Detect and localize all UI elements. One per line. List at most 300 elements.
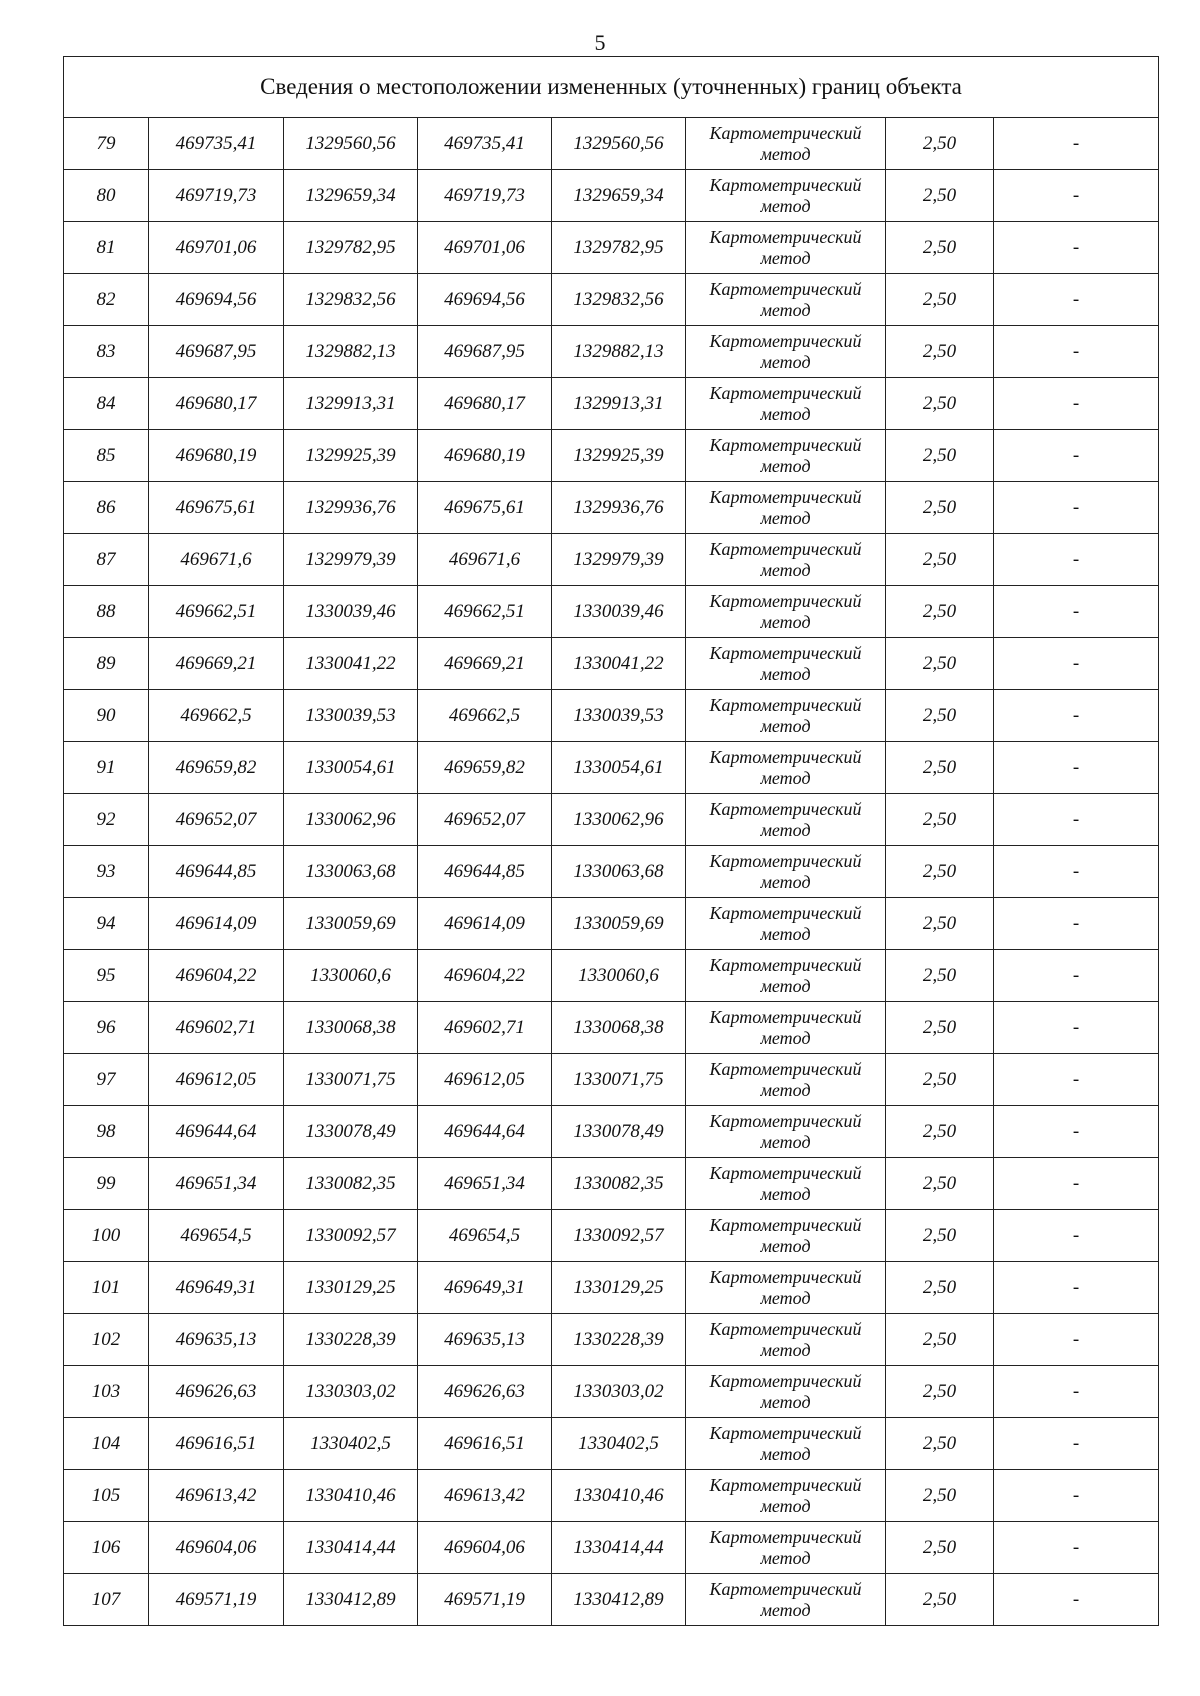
- method-line-2: метод: [760, 507, 811, 528]
- point-number-cell: 79: [64, 118, 149, 170]
- method-line-2: метод: [760, 1443, 811, 1464]
- method-cell: [686, 690, 886, 742]
- point-number-cell: 98: [64, 1106, 149, 1158]
- method-line-1: Картометрический: [709, 226, 862, 247]
- table-row: [64, 482, 1159, 534]
- method-cell: [686, 1262, 886, 1314]
- table-row: [64, 1574, 1159, 1626]
- x-refined-cell: 469613,42: [418, 1470, 552, 1522]
- table-row: [64, 1106, 1159, 1158]
- accuracy-cell: 2,50: [886, 222, 994, 274]
- method-line-1: Картометрический: [709, 1006, 862, 1027]
- accuracy-cell: 2,50: [886, 1002, 994, 1054]
- method-cell: [686, 1158, 886, 1210]
- y-refined-cell: 1330092,57: [552, 1210, 686, 1262]
- description-cell: -: [994, 378, 1159, 430]
- description-cell: -: [994, 170, 1159, 222]
- x-existing-cell: 469612,05: [149, 1054, 284, 1106]
- table-body: [64, 118, 1159, 1626]
- description-cell: -: [994, 1574, 1159, 1626]
- method-line-1: Картометрический: [709, 798, 862, 819]
- x-refined-cell: 469719,73: [418, 170, 552, 222]
- description-cell: -: [994, 222, 1159, 274]
- y-refined-cell: 1330063,68: [552, 846, 686, 898]
- description-cell: -: [994, 950, 1159, 1002]
- x-existing-cell: 469604,06: [149, 1522, 284, 1574]
- x-existing-cell: 469662,51: [149, 586, 284, 638]
- description-cell: -: [994, 534, 1159, 586]
- method-line-1: Картометрический: [709, 642, 862, 663]
- y-existing-cell: 1330060,6: [284, 950, 418, 1002]
- method-line-2: метод: [760, 975, 811, 996]
- page-number: 5: [594, 30, 606, 55]
- table-row: [64, 430, 1159, 482]
- y-refined-cell: 1330078,49: [552, 1106, 686, 1158]
- method-line-2: метод: [760, 1495, 811, 1516]
- y-refined-cell: 1329925,39: [552, 430, 686, 482]
- table-row: [64, 118, 1159, 170]
- y-existing-cell: 1329882,13: [284, 326, 418, 378]
- method-cell: [686, 846, 886, 898]
- accuracy-cell: 2,50: [886, 482, 994, 534]
- method-cell: [686, 326, 886, 378]
- method-line-1: Картометрический: [709, 902, 862, 923]
- x-existing-cell: 469687,95: [149, 326, 284, 378]
- y-existing-cell: 1329782,95: [284, 222, 418, 274]
- method-line-1: Картометрический: [709, 538, 862, 559]
- y-refined-cell: 1329936,76: [552, 482, 686, 534]
- method-line-1: Картометрический: [709, 1422, 862, 1443]
- description-cell: -: [994, 274, 1159, 326]
- accuracy-cell: 2,50: [886, 430, 994, 482]
- table-row: [64, 1002, 1159, 1054]
- accuracy-cell: 2,50: [886, 638, 994, 690]
- x-existing-cell: 469694,56: [149, 274, 284, 326]
- y-refined-cell: 1330082,35: [552, 1158, 686, 1210]
- method-line-2: метод: [760, 1599, 811, 1620]
- method-line-2: метод: [760, 143, 811, 164]
- method-line-2: метод: [760, 871, 811, 892]
- accuracy-cell: 2,50: [886, 742, 994, 794]
- method-line-1: Картометрический: [709, 1214, 862, 1235]
- method-line-1: Картометрический: [709, 850, 862, 871]
- table-row: [64, 846, 1159, 898]
- x-refined-cell: 469644,64: [418, 1106, 552, 1158]
- y-existing-cell: 1330054,61: [284, 742, 418, 794]
- y-existing-cell: 1330092,57: [284, 1210, 418, 1262]
- method-cell: [686, 274, 886, 326]
- x-existing-cell: 469616,51: [149, 1418, 284, 1470]
- accuracy-cell: 2,50: [886, 950, 994, 1002]
- x-existing-cell: 469635,13: [149, 1314, 284, 1366]
- y-refined-cell: 1330060,6: [552, 950, 686, 1002]
- y-existing-cell: 1330414,44: [284, 1522, 418, 1574]
- table-row: [64, 1054, 1159, 1106]
- method-line-1: Картометрический: [709, 1526, 862, 1547]
- method-line-1: Картометрический: [709, 590, 862, 611]
- method-cell: [686, 1470, 886, 1522]
- y-existing-cell: 1330228,39: [284, 1314, 418, 1366]
- table-row: [64, 1262, 1159, 1314]
- point-number-cell: 88: [64, 586, 149, 638]
- method-cell: [686, 1522, 886, 1574]
- x-refined-cell: 469614,09: [418, 898, 552, 950]
- point-number-cell: 85: [64, 430, 149, 482]
- table-row: [64, 1158, 1159, 1210]
- method-line-2: метод: [760, 663, 811, 684]
- table-row: [64, 274, 1159, 326]
- accuracy-cell: 2,50: [886, 1210, 994, 1262]
- table-row: [64, 1470, 1159, 1522]
- accuracy-cell: 2,50: [886, 1054, 994, 1106]
- method-line-1: Картометрический: [709, 486, 862, 507]
- description-cell: -: [994, 1262, 1159, 1314]
- accuracy-cell: 2,50: [886, 1522, 994, 1574]
- method-cell: [686, 742, 886, 794]
- y-existing-cell: 1330041,22: [284, 638, 418, 690]
- point-number-cell: 104: [64, 1418, 149, 1470]
- table-row: [64, 690, 1159, 742]
- x-refined-cell: 469612,05: [418, 1054, 552, 1106]
- table-row: [64, 742, 1159, 794]
- x-refined-cell: 469669,21: [418, 638, 552, 690]
- table-row: [64, 638, 1159, 690]
- point-number-cell: 86: [64, 482, 149, 534]
- method-cell: [686, 534, 886, 586]
- method-line-1: Картометрический: [709, 278, 862, 299]
- x-refined-cell: 469602,71: [418, 1002, 552, 1054]
- description-cell: -: [994, 430, 1159, 482]
- method-line-2: метод: [760, 351, 811, 372]
- method-line-1: Картометрический: [709, 382, 862, 403]
- y-existing-cell: 1330412,89: [284, 1574, 418, 1626]
- method-line-1: Картометрический: [709, 1058, 862, 1079]
- method-cell: [686, 586, 886, 638]
- method-line-1: Картометрический: [709, 122, 862, 143]
- x-refined-cell: 469654,5: [418, 1210, 552, 1262]
- accuracy-cell: 2,50: [886, 690, 994, 742]
- y-refined-cell: 1330041,22: [552, 638, 686, 690]
- point-number-cell: 95: [64, 950, 149, 1002]
- y-existing-cell: 1330039,53: [284, 690, 418, 742]
- method-line-1: Картометрический: [709, 174, 862, 195]
- x-refined-cell: 469651,34: [418, 1158, 552, 1210]
- method-line-1: Картометрический: [709, 330, 862, 351]
- point-number-cell: 96: [64, 1002, 149, 1054]
- description-cell: -: [994, 742, 1159, 794]
- x-existing-cell: 469669,21: [149, 638, 284, 690]
- point-number-cell: 84: [64, 378, 149, 430]
- y-existing-cell: 1330129,25: [284, 1262, 418, 1314]
- accuracy-cell: 2,50: [886, 1158, 994, 1210]
- x-existing-cell: 469602,71: [149, 1002, 284, 1054]
- y-existing-cell: 1330082,35: [284, 1158, 418, 1210]
- method-line-2: метод: [760, 1339, 811, 1360]
- method-line-2: метод: [760, 1079, 811, 1100]
- y-refined-cell: 1329979,39: [552, 534, 686, 586]
- point-number-cell: 91: [64, 742, 149, 794]
- method-cell: [686, 170, 886, 222]
- method-cell: [686, 378, 886, 430]
- table-row: [64, 586, 1159, 638]
- accuracy-cell: 2,50: [886, 1262, 994, 1314]
- point-number-cell: 80: [64, 170, 149, 222]
- y-refined-cell: 1330303,02: [552, 1366, 686, 1418]
- method-cell: [686, 430, 886, 482]
- method-cell: [686, 1054, 886, 1106]
- x-existing-cell: 469719,73: [149, 170, 284, 222]
- method-cell: [686, 794, 886, 846]
- method-line-2: метод: [760, 1131, 811, 1152]
- x-existing-cell: 469680,17: [149, 378, 284, 430]
- y-refined-cell: 1330410,46: [552, 1470, 686, 1522]
- point-number-cell: 103: [64, 1366, 149, 1418]
- method-cell: [686, 1366, 886, 1418]
- x-existing-cell: 469675,61: [149, 482, 284, 534]
- point-number-cell: 82: [64, 274, 149, 326]
- table-row: [64, 794, 1159, 846]
- accuracy-cell: 2,50: [886, 846, 994, 898]
- table-row: [64, 326, 1159, 378]
- method-cell: [686, 118, 886, 170]
- method-line-2: метод: [760, 559, 811, 580]
- y-existing-cell: 1330039,46: [284, 586, 418, 638]
- table-row: [64, 1210, 1159, 1262]
- accuracy-cell: 2,50: [886, 326, 994, 378]
- method-cell: [686, 222, 886, 274]
- y-refined-cell: 1329782,95: [552, 222, 686, 274]
- method-cell: [686, 1314, 886, 1366]
- method-line-2: метод: [760, 1287, 811, 1308]
- x-refined-cell: 469626,63: [418, 1366, 552, 1418]
- description-cell: -: [994, 1158, 1159, 1210]
- y-existing-cell: 1330402,5: [284, 1418, 418, 1470]
- method-line-1: Картометрический: [709, 694, 862, 715]
- x-refined-cell: 469652,07: [418, 794, 552, 846]
- x-existing-cell: 469652,07: [149, 794, 284, 846]
- description-cell: -: [994, 690, 1159, 742]
- x-existing-cell: 469659,82: [149, 742, 284, 794]
- y-refined-cell: 1330414,44: [552, 1522, 686, 1574]
- y-refined-cell: 1330228,39: [552, 1314, 686, 1366]
- x-refined-cell: 469644,85: [418, 846, 552, 898]
- x-refined-cell: 469694,56: [418, 274, 552, 326]
- point-number-cell: 97: [64, 1054, 149, 1106]
- table-row: [64, 170, 1159, 222]
- table-row: [64, 1418, 1159, 1470]
- method-line-1: Картометрический: [709, 1370, 862, 1391]
- method-line-1: Картометрический: [709, 1578, 862, 1599]
- point-number-cell: 99: [64, 1158, 149, 1210]
- y-existing-cell: 1329659,34: [284, 170, 418, 222]
- method-line-2: метод: [760, 611, 811, 632]
- point-number-cell: 106: [64, 1522, 149, 1574]
- x-refined-cell: 469675,61: [418, 482, 552, 534]
- x-existing-cell: 469614,09: [149, 898, 284, 950]
- method-line-2: метод: [760, 299, 811, 320]
- y-refined-cell: 1330071,75: [552, 1054, 686, 1106]
- description-cell: -: [994, 586, 1159, 638]
- y-refined-cell: 1329659,34: [552, 170, 686, 222]
- accuracy-cell: 2,50: [886, 898, 994, 950]
- point-number-cell: 100: [64, 1210, 149, 1262]
- y-existing-cell: 1329925,39: [284, 430, 418, 482]
- x-existing-cell: 469662,5: [149, 690, 284, 742]
- method-line-1: Картометрический: [709, 1110, 862, 1131]
- point-number-cell: 83: [64, 326, 149, 378]
- description-cell: -: [994, 326, 1159, 378]
- accuracy-cell: 2,50: [886, 794, 994, 846]
- table-row: [64, 1314, 1159, 1366]
- y-refined-cell: 1329832,56: [552, 274, 686, 326]
- x-refined-cell: 469649,31: [418, 1262, 552, 1314]
- method-cell: [686, 1210, 886, 1262]
- method-line-1: Картометрический: [709, 1162, 862, 1183]
- x-refined-cell: 469571,19: [418, 1574, 552, 1626]
- method-line-1: Картометрический: [709, 1318, 862, 1339]
- y-existing-cell: 1330062,96: [284, 794, 418, 846]
- accuracy-cell: 2,50: [886, 1314, 994, 1366]
- accuracy-cell: 2,50: [886, 534, 994, 586]
- accuracy-cell: 2,50: [886, 1366, 994, 1418]
- table-row: [64, 898, 1159, 950]
- x-refined-cell: 469735,41: [418, 118, 552, 170]
- y-existing-cell: 1330303,02: [284, 1366, 418, 1418]
- x-existing-cell: 469604,22: [149, 950, 284, 1002]
- y-existing-cell: 1330068,38: [284, 1002, 418, 1054]
- accuracy-cell: 2,50: [886, 118, 994, 170]
- x-refined-cell: 469671,6: [418, 534, 552, 586]
- x-existing-cell: 469651,34: [149, 1158, 284, 1210]
- method-cell: [686, 1002, 886, 1054]
- point-number-cell: 101: [64, 1262, 149, 1314]
- y-refined-cell: 1330412,89: [552, 1574, 686, 1626]
- point-number-cell: 93: [64, 846, 149, 898]
- y-existing-cell: 1329832,56: [284, 274, 418, 326]
- y-refined-cell: 1329882,13: [552, 326, 686, 378]
- method-cell: [686, 1106, 886, 1158]
- method-line-2: метод: [760, 1547, 811, 1568]
- method-line-1: Картометрический: [709, 746, 862, 767]
- x-existing-cell: 469571,19: [149, 1574, 284, 1626]
- description-cell: -: [994, 1366, 1159, 1418]
- table-title: Сведения о местоположении измененных (уточненных) границ объекта: [64, 57, 1159, 118]
- table-row: [64, 950, 1159, 1002]
- method-line-2: метод: [760, 767, 811, 788]
- description-cell: -: [994, 898, 1159, 950]
- y-refined-cell: 1330054,61: [552, 742, 686, 794]
- method-cell: [686, 638, 886, 690]
- x-existing-cell: 469701,06: [149, 222, 284, 274]
- accuracy-cell: 2,50: [886, 1574, 994, 1626]
- description-cell: -: [994, 638, 1159, 690]
- point-number-cell: 94: [64, 898, 149, 950]
- method-line-2: метод: [760, 247, 811, 268]
- x-existing-cell: 469613,42: [149, 1470, 284, 1522]
- description-cell: -: [994, 1106, 1159, 1158]
- point-number-cell: 107: [64, 1574, 149, 1626]
- x-refined-cell: 469616,51: [418, 1418, 552, 1470]
- y-refined-cell: 1330039,53: [552, 690, 686, 742]
- method-cell: [686, 898, 886, 950]
- point-number-cell: 105: [64, 1470, 149, 1522]
- y-existing-cell: 1330410,46: [284, 1470, 418, 1522]
- point-number-cell: 81: [64, 222, 149, 274]
- description-cell: -: [994, 794, 1159, 846]
- method-line-2: метод: [760, 1391, 811, 1412]
- y-existing-cell: 1330063,68: [284, 846, 418, 898]
- y-refined-cell: 1330059,69: [552, 898, 686, 950]
- accuracy-cell: 2,50: [886, 1418, 994, 1470]
- x-refined-cell: 469662,51: [418, 586, 552, 638]
- y-existing-cell: 1330059,69: [284, 898, 418, 950]
- x-existing-cell: 469626,63: [149, 1366, 284, 1418]
- x-existing-cell: 469644,85: [149, 846, 284, 898]
- x-refined-cell: 469635,13: [418, 1314, 552, 1366]
- method-line-2: метод: [760, 819, 811, 840]
- method-line-2: метод: [760, 455, 811, 476]
- point-number-cell: 92: [64, 794, 149, 846]
- x-refined-cell: 469701,06: [418, 222, 552, 274]
- point-number-cell: 87: [64, 534, 149, 586]
- method-line-1: Картометрический: [709, 434, 862, 455]
- method-line-2: метод: [760, 1183, 811, 1204]
- method-cell: [686, 1574, 886, 1626]
- x-refined-cell: 469604,22: [418, 950, 552, 1002]
- table-row: [64, 1522, 1159, 1574]
- table-row: [64, 534, 1159, 586]
- point-number-cell: 89: [64, 638, 149, 690]
- x-refined-cell: 469604,06: [418, 1522, 552, 1574]
- description-cell: -: [994, 1210, 1159, 1262]
- description-cell: -: [994, 1470, 1159, 1522]
- description-cell: -: [994, 1002, 1159, 1054]
- method-line-2: метод: [760, 403, 811, 424]
- y-refined-cell: 1330039,46: [552, 586, 686, 638]
- accuracy-cell: 2,50: [886, 378, 994, 430]
- description-cell: -: [994, 1314, 1159, 1366]
- description-cell: -: [994, 118, 1159, 170]
- method-line-1: Картометрический: [709, 954, 862, 975]
- x-existing-cell: 469644,64: [149, 1106, 284, 1158]
- method-line-2: метод: [760, 715, 811, 736]
- method-line-2: метод: [760, 923, 811, 944]
- table-row: [64, 378, 1159, 430]
- y-refined-cell: 1330068,38: [552, 1002, 686, 1054]
- x-refined-cell: 469687,95: [418, 326, 552, 378]
- y-existing-cell: 1329936,76: [284, 482, 418, 534]
- description-cell: -: [994, 482, 1159, 534]
- y-refined-cell: 1330129,25: [552, 1262, 686, 1314]
- y-existing-cell: 1329913,31: [284, 378, 418, 430]
- y-existing-cell: 1330078,49: [284, 1106, 418, 1158]
- description-cell: -: [994, 1522, 1159, 1574]
- y-existing-cell: 1329979,39: [284, 534, 418, 586]
- y-refined-cell: 1329913,31: [552, 378, 686, 430]
- accuracy-cell: 2,50: [886, 1470, 994, 1522]
- method-line-2: метод: [760, 1027, 811, 1048]
- y-existing-cell: 1330071,75: [284, 1054, 418, 1106]
- boundary-coordinates-table: [63, 56, 1159, 1626]
- description-cell: -: [994, 846, 1159, 898]
- table-row: [64, 222, 1159, 274]
- accuracy-cell: 2,50: [886, 274, 994, 326]
- accuracy-cell: 2,50: [886, 1106, 994, 1158]
- accuracy-cell: 2,50: [886, 170, 994, 222]
- method-cell: [686, 482, 886, 534]
- x-existing-cell: 469671,6: [149, 534, 284, 586]
- method-line-2: метод: [760, 195, 811, 216]
